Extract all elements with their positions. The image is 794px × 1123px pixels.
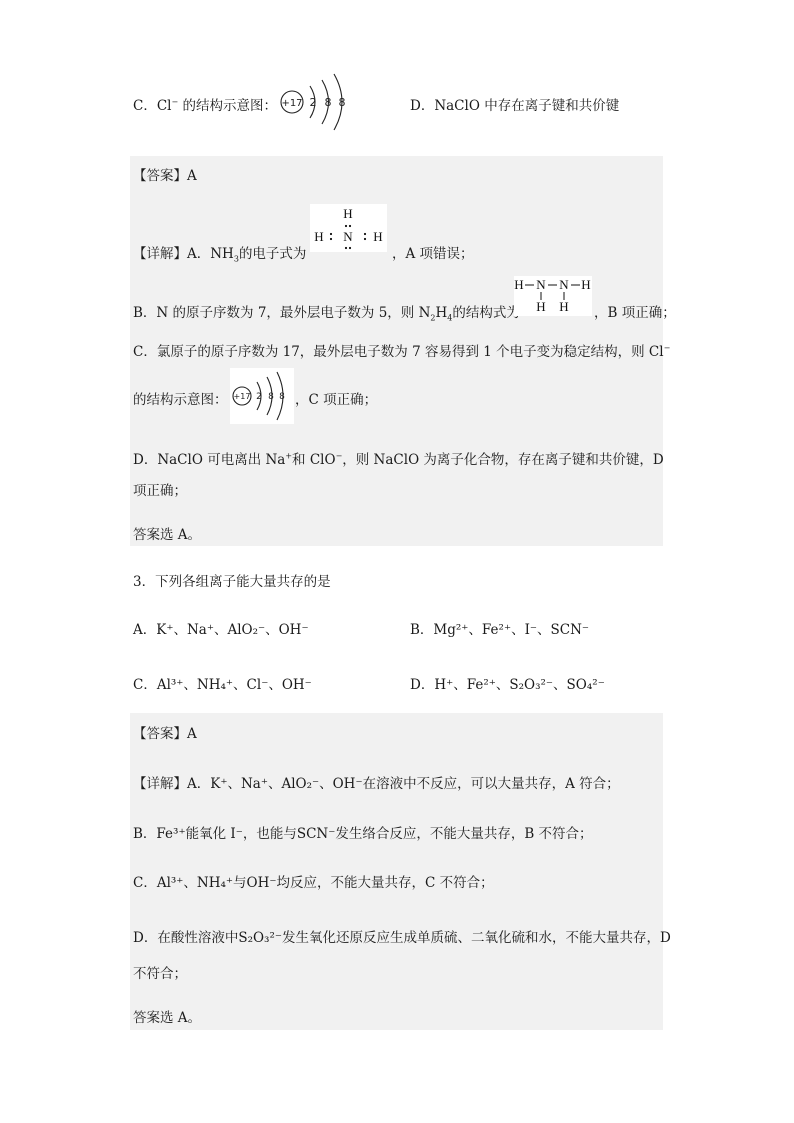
n2h4-h4: H (559, 299, 569, 314)
q3-explanation-a: 【详解】A．K⁺、Na⁺、AlO₂⁻、OH⁻在溶液中不反应，可以大量共存，A 符合； (133, 776, 620, 792)
q2-explanation-c-suffix: ，C 项正确； (295, 392, 378, 408)
q2-answer: 【答案】A (133, 168, 197, 184)
q3-option-d: D．H⁺、Fe²⁺、S₂O₃²⁻、SO₄²⁻ (410, 677, 605, 693)
nh3-n: N (343, 229, 353, 244)
n2h4-h1: H (514, 277, 524, 292)
atom-nucleus-charge: +17 (281, 98, 303, 109)
svg-text:8: 8 (268, 392, 274, 402)
shell-count-1: 2 (309, 96, 317, 109)
nh3-h-top: H (343, 206, 353, 221)
q2-explanation-d-line1: D．NaClO 可电离出 Na+和 ClO−，则 NaClO 为离子化合物，存在离子键和共价键，D (133, 451, 664, 468)
svg-text:8: 8 (279, 392, 285, 402)
q3-explanation-d-line2: 不符合； (133, 966, 187, 982)
n2h4-h3: H (536, 299, 546, 314)
q3-answer: 【答案】A (133, 726, 197, 742)
q3-explanation-b: B．Fe³⁺能氧化 I⁻，也能与SCN⁻发生络合反应，不能大量共存，B 不符合； (133, 826, 593, 842)
q3-conclusion: 答案选 A。 (133, 1010, 202, 1026)
q2-explanation-a: 【详解】A．$NH_3$的电子式为 (133, 246, 307, 264)
n2h4-n1: N (536, 277, 546, 292)
q2-conclusion: 答案选 A。 (133, 527, 202, 543)
q3-option-c: C．Al³⁺、NH₄⁺、Cl⁻、OH⁻ (133, 677, 312, 693)
chlorine-ion-structure-diagram-small (230, 368, 294, 424)
n2h4-h2: H (581, 277, 591, 292)
q2-explanation-b: B．N 的原子序数为 7，最外层电子数为 5，则 $N_2H_4$的结构式为 (133, 305, 520, 323)
q2-explanation-c-line2: 的结构示意图： (133, 392, 228, 408)
q3-option-b: B．Mg²⁺、Fe²⁺、I⁻、SCN⁻ (410, 622, 590, 638)
q3-explanation-d-line1: D．在酸性溶液中S₂O₃²⁻发生氧化还原反应生成单质硫、二氧化硫和水，不能大量共存，D (133, 930, 671, 946)
q3-title: 3．下列各组离子能大量共存的是 (133, 574, 331, 590)
n2h4-structural-formula (514, 276, 592, 316)
atom-nucleus-charge-small: +17 (233, 392, 251, 401)
q3-option-a: A．K⁺、Na⁺、AlO₂⁻、OH⁻ (133, 622, 309, 638)
q2-explanation-b-suffix: ，B 项正确； (594, 305, 676, 321)
nh3-h-right: H (373, 229, 383, 244)
option-d-top: D．NaClO 中存在离子键和共价键 (410, 98, 620, 114)
q2-explanation-a-suffix: ，A 项错误； (392, 246, 474, 262)
option-c-top: C．Cl− 的结构示意图： (133, 97, 277, 114)
shell-count-3: 8 (338, 96, 346, 109)
n2h4-n2: N (559, 277, 569, 292)
q2-explanation-d-line2: 项正确； (133, 483, 187, 499)
chlorine-ion-structure-diagram (277, 70, 357, 134)
shell-count-2: 8 (324, 96, 332, 109)
svg-text:2: 2 (256, 392, 262, 402)
q3-explanation-c: C．Al³⁺、NH₄⁺与OH⁻均反应，不能大量共存，C 不符合； (133, 875, 494, 891)
nh3-electron-formula (310, 204, 387, 252)
q2-explanation-c-line1: C．氯原子的原子序数为 17，最外层电子数为 7 容易得到 1 个电子变为稳定结构，则 Cl− (133, 343, 671, 360)
nh3-h-left: H (314, 229, 324, 244)
